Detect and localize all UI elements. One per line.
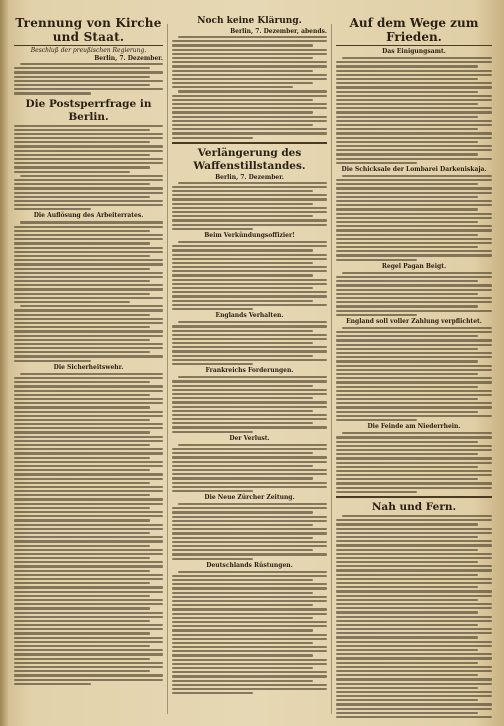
section-heading: Verlängerung des Waffenstillstandes.	[193, 146, 306, 172]
article-subheadline: Das Einigungsamt.	[382, 48, 446, 55]
column-rule	[167, 24, 168, 714]
article-body	[172, 503, 327, 560]
article-body	[172, 36, 327, 139]
section-divider	[336, 496, 492, 498]
article-body	[172, 376, 327, 433]
article-body	[172, 444, 327, 492]
article-body	[336, 272, 492, 316]
article-body	[336, 327, 492, 421]
article-body	[336, 515, 492, 718]
article-title: Die Schicksale der Lombarei Darkeniskaja.	[341, 165, 487, 173]
article-title: Deutschlands Rüstungen.	[206, 561, 293, 569]
section-divider	[172, 142, 327, 144]
article-body	[14, 125, 163, 211]
article-headline: Auf dem Wege zum Frieden.	[336, 16, 492, 46]
article-title: England soll voller Zahlung verpflichtet.	[346, 317, 482, 325]
article-body	[336, 175, 492, 261]
article-body	[14, 373, 163, 685]
article-body	[172, 571, 327, 695]
article-body	[172, 321, 327, 365]
article-title: Englands Verhalten.	[215, 312, 284, 320]
dateline: Berlin, 7. Dezember.	[215, 173, 284, 181]
article-body	[336, 57, 492, 164]
article-title: Regel Pagan Beigt.	[381, 262, 447, 270]
article-title: Beim Verkündungsoffizier!	[204, 231, 295, 239]
article-headline: Trennung von Kirche und Staat.	[15, 16, 162, 44]
article-title: Die Neue Zürcher Zeitung.	[204, 494, 295, 502]
page-fold-shadow	[0, 0, 8, 726]
article-title: Die Auflösung des Arbeiterrates.	[33, 212, 144, 220]
section-heading: Die Postsperrfrage in Berlin.	[25, 97, 152, 123]
article-title: Frankreichs Forderungen.	[205, 367, 294, 375]
article-body	[172, 241, 327, 310]
article-title: Der Verlust.	[229, 434, 270, 442]
section-heading: Nah und Fern.	[371, 501, 457, 513]
article-body	[336, 432, 492, 493]
dateline: Berlin, 7. Dezember, abends.	[230, 28, 327, 35]
article-headline: Noch keine Klärung.	[197, 16, 302, 26]
article-title: Die Sicherheitswehr.	[53, 363, 124, 371]
article-body	[14, 63, 163, 95]
article-body	[172, 182, 327, 230]
article-subheadline: Beschluß der preußischen Regierung.	[30, 47, 147, 54]
column-rule	[331, 24, 332, 714]
dateline: Berlin, 7. Dezember.	[94, 55, 163, 62]
article-body	[14, 221, 163, 361]
middle-column	[172, 16, 327, 696]
article-title: Die Feinde am Niederrhein.	[367, 423, 461, 431]
right-column	[336, 16, 492, 718]
left-column	[14, 16, 163, 687]
